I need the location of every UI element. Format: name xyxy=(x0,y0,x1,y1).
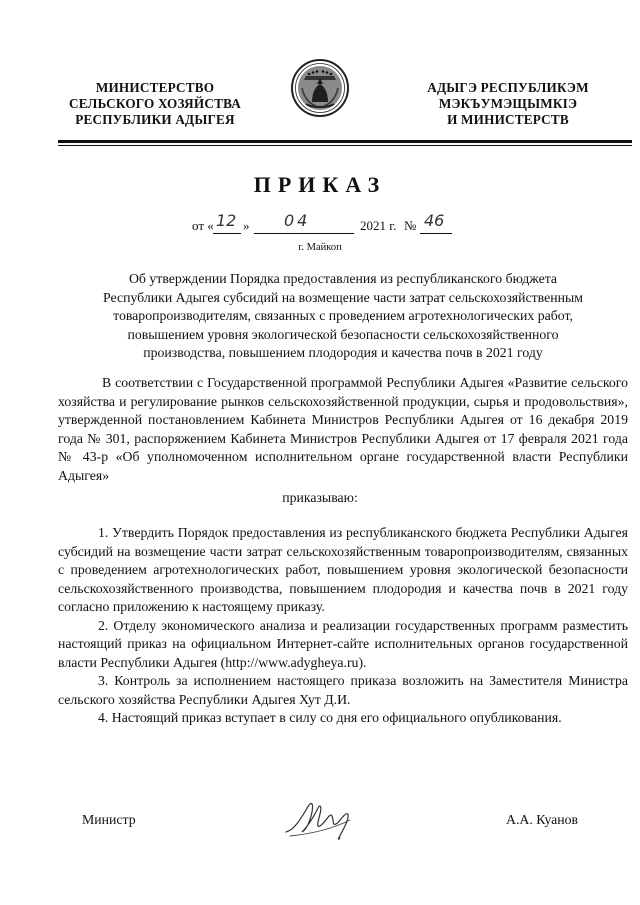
order-subject xyxy=(58,270,628,363)
month-underline xyxy=(254,233,354,234)
subject-line: Об утверждении Порядка предоставления из республиканского бюджета xyxy=(128,271,558,286)
header-right-line: АДЫГЭ РЕСПУБЛИКЭМ xyxy=(427,80,589,95)
header-right-line: И МИНИСТЕРСТВ xyxy=(447,112,569,127)
header-left-line: СЕЛЬСКОГО ХОЗЯЙСТВА xyxy=(69,96,241,111)
header-divider-thin xyxy=(58,145,632,146)
header-divider-thick xyxy=(58,140,632,143)
subject-line: товаропроизводителям, связанных с проведением агротехнологических работ, xyxy=(113,308,573,323)
header-left-line: РЕСПУБЛИКИ АДЫГЕЯ xyxy=(75,112,235,127)
issue-city: г. Майкоп xyxy=(298,242,342,253)
date-day-handwritten: 12 xyxy=(216,211,237,230)
document-title: ПРИКАЗ xyxy=(253,172,387,197)
subject-line: Республики Адыгея субсидий на возмещение части затрат сельскохозяйственным xyxy=(102,289,583,305)
ministry-name-adyghe xyxy=(388,80,628,128)
signatory-title: Министр xyxy=(82,812,136,827)
date-number-line xyxy=(192,211,462,236)
header-right-line: МЭКЪУМЭЩЫМКIЭ xyxy=(438,96,578,111)
ministry-name-russian xyxy=(40,80,270,128)
number-underline xyxy=(420,233,452,234)
preamble-paragraph: В соответствии с Государственной программой Республики Адыгея «Развитие сельского хозяйства и регулирование рынков сельскохозяйственной продукции, сырья и продовольствия», утвержденной постановлением Кабинета Министров Республики Адыгея от 16 декабря 2019 года № 301, распоряжением Кабинета Министров Республики Адыгея от 17 февраля 2021 года № 43-р «Об уполномоченном исполнительном органе государственной власти Республики Адыгея» xyxy=(58,375,628,483)
document-number-handwritten: 46 xyxy=(424,211,445,230)
order-items xyxy=(58,524,628,728)
date-year: 2021 г. xyxy=(360,218,397,233)
number-prefix: № xyxy=(404,218,417,233)
order-directive: приказываю: xyxy=(282,490,358,505)
header-left-line: МИНИСТЕРСТВО xyxy=(95,80,215,95)
order-item: 2. Отделу экономического анализа и реализации государственных программ разместить настоящий приказ на официальном Интернет-сайте исполнительных органов государственной власти Республики Адыгея (http://www.adygheya.ru). xyxy=(58,617,628,670)
handwritten-signature-icon xyxy=(280,790,370,846)
date-mid: » xyxy=(243,218,250,233)
date-month-handwritten: 04 xyxy=(284,211,311,230)
subject-line: производства, повышением плодородия и качества почв в 2021 году xyxy=(143,345,543,360)
order-item: 3. Контроль за исполнением настоящего приказа возложить на Заместителя Министра сельского хозяйства Республики Адыгея Хут Д.И. xyxy=(58,673,628,707)
order-item: 4. Настоящий приказ вступает в силу со дня его официального опубликования. xyxy=(98,710,562,725)
signatory-name: А.А. Куанов xyxy=(506,812,579,827)
republic-of-adygea-emblem-icon xyxy=(290,58,350,118)
day-underline xyxy=(213,233,241,234)
date-prefix: от « xyxy=(192,218,214,233)
subject-line: повышением уровня экологической безопасности сельскохозяйственного xyxy=(127,326,559,342)
order-item: 1. Утвердить Порядок предоставления из республиканского бюджета Республики Адыгея субсидий на возмещение части затрат сельскохозяйственным товаропроизводителям, связанных с проведением агротехнологических работ, повышением уровня экологической безопасности сельскохозяйственного производства, повышением плодородия и качества почв в 2021 году согласно приложению к настоящему приказу. xyxy=(58,525,628,614)
